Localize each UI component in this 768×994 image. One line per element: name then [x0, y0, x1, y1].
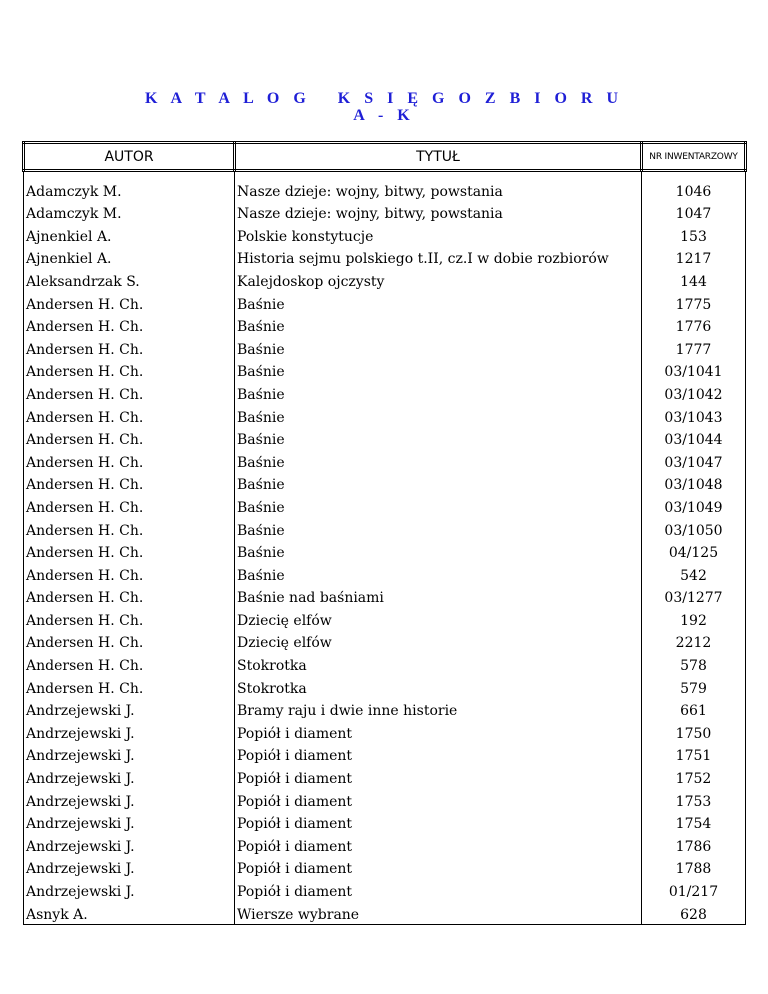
cell-title: Popiół i diament	[235, 811, 642, 834]
table-row	[24, 607, 746, 630]
cell-inventory-number: 03/1050	[642, 517, 746, 540]
cell-inventory-number: 1788	[642, 856, 746, 879]
cell-inventory-number: 1775	[642, 291, 746, 314]
cell-title: Popiół i diament	[235, 788, 642, 811]
cell-inventory-number: 153	[642, 223, 746, 246]
catalog-table-body	[24, 171, 746, 925]
cell-title: Baśnie	[235, 404, 642, 427]
cell-title: Polskie konstytucje	[235, 223, 642, 246]
cell-inventory-number: 542	[642, 562, 746, 585]
cell-author: Adamczyk M.	[24, 201, 235, 224]
cell-author: Ajnenkiel A.	[24, 246, 235, 269]
table-row	[24, 652, 746, 675]
cell-author: Andersen H. Ch.	[24, 427, 235, 450]
cell-inventory-number: 1751	[642, 743, 746, 766]
table-row	[24, 675, 746, 698]
catalog-title: K A T A L O G K S I Ę G O Z B I O R U	[144, 90, 624, 107]
table-row	[24, 178, 746, 201]
cell-author: Andersen H. Ch.	[24, 472, 235, 495]
header-gap-row	[24, 171, 746, 179]
cell-inventory-number: 578	[642, 652, 746, 675]
cell-title: Popiół i diament	[235, 765, 642, 788]
table-row	[24, 585, 746, 608]
cell-author: Andrzejewski J.	[24, 720, 235, 743]
cell-author: Andersen H. Ch.	[24, 314, 235, 337]
cell-title: Baśnie	[235, 427, 642, 450]
cell-author: Andersen H. Ch.	[24, 291, 235, 314]
table-row	[24, 427, 746, 450]
cell-title: Historia sejmu polskiego t.II, cz.I w dobie rozbiorów	[235, 246, 642, 269]
cell-title: Baśnie	[235, 517, 642, 540]
table-row	[24, 223, 746, 246]
cell-title: Wiersze wybrane	[235, 901, 642, 924]
table-row	[24, 517, 746, 540]
cell-inventory-number: 04/125	[642, 540, 746, 563]
cell-author: Andersen H. Ch.	[24, 675, 235, 698]
cell-author: Aleksandrzak S.	[24, 268, 235, 291]
table-row	[24, 856, 746, 879]
cell-title: Baśnie	[235, 449, 642, 472]
cell-inventory-number: 1786	[642, 833, 746, 856]
cell-title: Popiół i diament	[235, 720, 642, 743]
table-row	[24, 381, 746, 404]
table-row	[24, 765, 746, 788]
cell-inventory-number: 1217	[642, 246, 746, 269]
cell-inventory-number: 03/1049	[642, 494, 746, 517]
cell-title: Popiół i diament	[235, 833, 642, 856]
cell-title: Stokrotka	[235, 652, 642, 675]
cell-author: Andersen H. Ch.	[24, 381, 235, 404]
table-row	[24, 901, 746, 924]
table-row	[24, 878, 746, 901]
cell-author: Andersen H. Ch.	[24, 562, 235, 585]
table-row	[24, 291, 746, 314]
cell-inventory-number: 1753	[642, 788, 746, 811]
table-row	[24, 472, 746, 495]
cell-title: Baśnie	[235, 494, 642, 517]
cell-inventory-number: 1752	[642, 765, 746, 788]
table-row	[24, 698, 746, 721]
table-row	[24, 788, 746, 811]
cell-title: Baśnie	[235, 314, 642, 337]
cell-inventory-number: 03/1047	[642, 449, 746, 472]
table-row	[24, 540, 746, 563]
table-row	[24, 833, 746, 856]
cell-inventory-number: 01/217	[642, 878, 746, 901]
cell-author: Andersen H. Ch.	[24, 336, 235, 359]
cell-inventory-number: 03/1042	[642, 381, 746, 404]
table-row	[24, 201, 746, 224]
cell-author: Asnyk A.	[24, 901, 235, 924]
table-row	[24, 449, 746, 472]
cell-title: Baśnie	[235, 472, 642, 495]
table-row	[24, 314, 746, 337]
cell-author: Andersen H. Ch.	[24, 404, 235, 427]
cell-title: Nasze dzieje: wojny, bitwy, powstania	[235, 178, 642, 201]
cell-title: Stokrotka	[235, 675, 642, 698]
cell-title: Dziecię elfów	[235, 607, 642, 630]
table-row	[24, 268, 746, 291]
cell-inventory-number: 03/1048	[642, 472, 746, 495]
cell-author: Ajnenkiel A.	[24, 223, 235, 246]
cell-inventory-number: 192	[642, 607, 746, 630]
cell-inventory-number: 03/1277	[642, 585, 746, 608]
cell-title: Popiół i diament	[235, 743, 642, 766]
cell-author: Andrzejewski J.	[24, 833, 235, 856]
table-row	[24, 743, 746, 766]
cell-inventory-number: 1754	[642, 811, 746, 834]
cell-title: Kalejdoskop ojczysty	[235, 268, 642, 291]
column-header-title: TYTUŁ	[235, 143, 642, 171]
cell-author: Andersen H. Ch.	[24, 652, 235, 675]
table-row	[24, 336, 746, 359]
cell-author: Andrzejewski J.	[24, 811, 235, 834]
cell-inventory-number: 03/1044	[642, 427, 746, 450]
column-header-inventory: NR INWENTARZOWY	[642, 143, 746, 171]
cell-inventory-number: 1777	[642, 336, 746, 359]
table-row	[24, 359, 746, 382]
cell-author: Andrzejewski J.	[24, 878, 235, 901]
cell-inventory-number: 03/1043	[642, 404, 746, 427]
table-row	[24, 811, 746, 834]
cell-author: Andersen H. Ch.	[24, 359, 235, 382]
cell-author: Andersen H. Ch.	[24, 607, 235, 630]
cell-title: Baśnie	[235, 359, 642, 382]
table-row	[24, 630, 746, 653]
cell-inventory-number: 1776	[642, 314, 746, 337]
catalog-subtitle-range: A - K	[353, 107, 415, 124]
table-row	[24, 246, 746, 269]
column-header-author: AUTOR	[24, 143, 235, 171]
cell-title: Baśnie	[235, 336, 642, 359]
cell-title: Popiół i diament	[235, 878, 642, 901]
cell-inventory-number: 661	[642, 698, 746, 721]
cell-title: Baśnie nad baśniami	[235, 585, 642, 608]
cell-author: Andersen H. Ch.	[24, 585, 235, 608]
cell-author: Andrzejewski J.	[24, 788, 235, 811]
cell-inventory-number: 03/1041	[642, 359, 746, 382]
cell-author: Andrzejewski J.	[24, 743, 235, 766]
catalog-table-header	[24, 143, 746, 171]
cell-inventory-number: 1047	[642, 201, 746, 224]
cell-inventory-number: 2212	[642, 630, 746, 653]
cell-author: Andersen H. Ch.	[24, 494, 235, 517]
table-row	[24, 494, 746, 517]
cell-inventory-number: 144	[642, 268, 746, 291]
cell-title: Nasze dzieje: wojny, bitwy, powstania	[235, 201, 642, 224]
cell-author: Andrzejewski J.	[24, 765, 235, 788]
cell-title: Baśnie	[235, 562, 642, 585]
cell-title: Popiół i diament	[235, 856, 642, 879]
cell-author: Andrzejewski J.	[24, 698, 235, 721]
cell-author: Andersen H. Ch.	[24, 630, 235, 653]
cell-title: Baśnie	[235, 291, 642, 314]
table-row	[24, 562, 746, 585]
cell-author: Andersen H. Ch.	[24, 540, 235, 563]
cell-title: Dziecię elfów	[235, 630, 642, 653]
cell-inventory-number: 628	[642, 901, 746, 924]
cell-inventory-number: 1750	[642, 720, 746, 743]
cell-author: Adamczyk M.	[24, 178, 235, 201]
cell-title: Baśnie	[235, 381, 642, 404]
table-row	[24, 404, 746, 427]
catalog-table	[22, 141, 747, 925]
cell-inventory-number: 1046	[642, 178, 746, 201]
table-row	[24, 720, 746, 743]
cell-title: Bramy raju i dwie inne historie	[235, 698, 642, 721]
cell-author: Andrzejewski J.	[24, 856, 235, 879]
cell-inventory-number: 579	[642, 675, 746, 698]
cell-title: Baśnie	[235, 540, 642, 563]
cell-author: Andersen H. Ch.	[24, 517, 235, 540]
cell-author: Andersen H. Ch.	[24, 449, 235, 472]
